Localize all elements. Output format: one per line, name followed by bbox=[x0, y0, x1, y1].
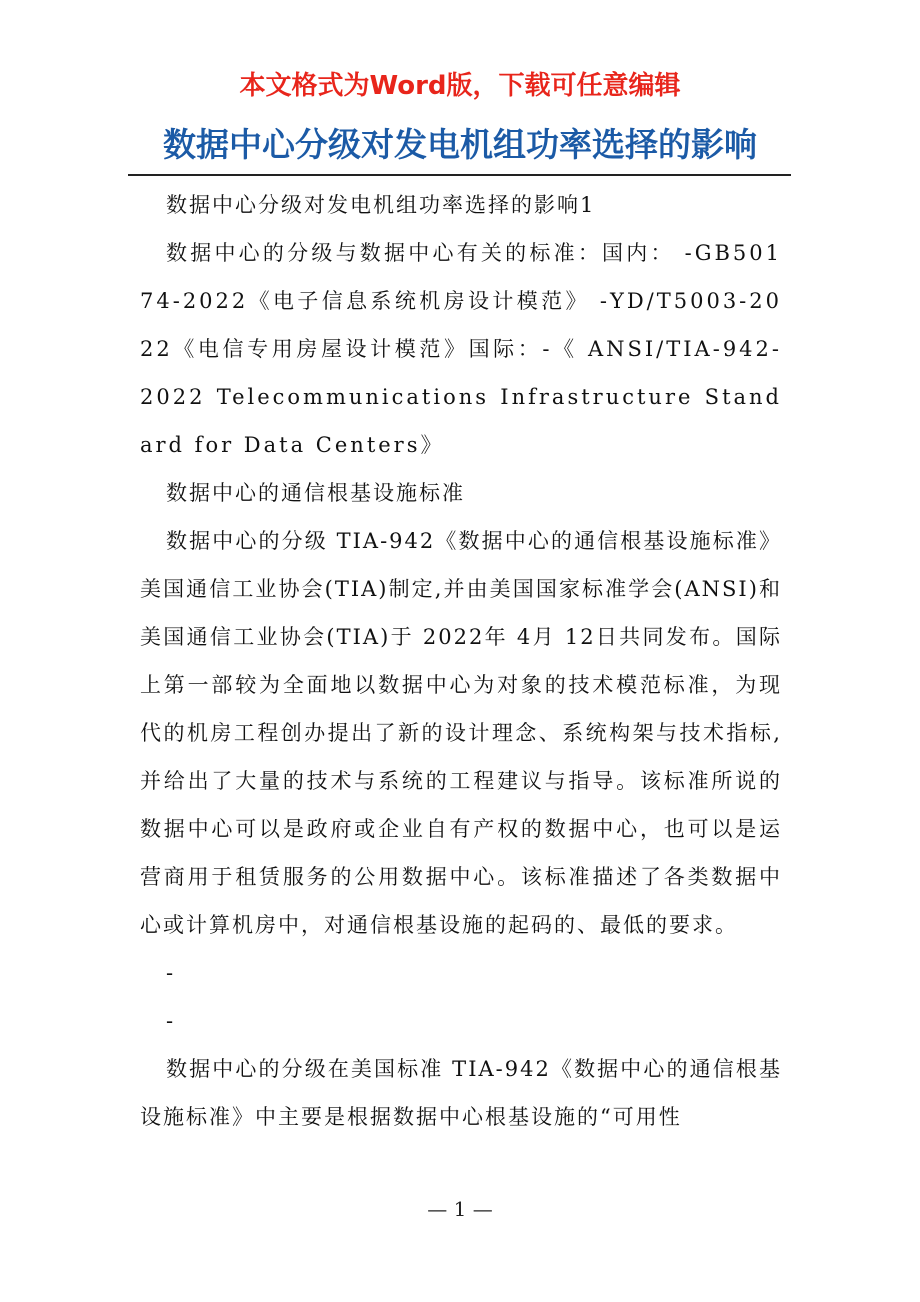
page-number: — 1 — bbox=[427, 1197, 493, 1221]
dash-line: - bbox=[166, 961, 174, 985]
paragraph-tia942: 数据中心的分级 TIA-942《数据中心的通信根基设施标准》美国通信工业协会(TIA)制定,并由美国国家标准学会(ANSI)和美国通信工业协会(TIA)于 2022年 4月 12日共同发布。国际上第一部较为全面地以数据中心为对象的技术模范标准，为现代的机房工程创办提出了新的设计理念、系统构架与技术指标,并给出了大量的技术与系统的工程建议与指导。该标准所说的数据中心可以是政府或企业自有产权的数据中心，也可以是运营商用于租赁服务的公用数据中心。该标准描述了各类数据中心或计算机房中，对通信根基设施的起码的、最低的要求。 bbox=[140, 529, 782, 937]
document-title: 数据中心分级对发电机组功率选择的影响 bbox=[163, 125, 757, 164]
document-body bbox=[140, 181, 782, 1141]
paragraph-standards: 数据中心的分级与数据中心有关的标准：国内： -GB50174-2022《电子信息系统机房设计模范》 -YD/T5003-2022《电信专用房屋设计模范》国际：-《 ANSI/TIA-942-2022 Telecommunications Infrastructure Standard for Data Centers》 bbox=[140, 241, 782, 457]
paragraph-classification: 数据中心的分级在美国标准 TIA-942《数据中心的通信根基设施标准》中主要是根据数据中心根基设施的“可用性 bbox=[140, 1057, 782, 1129]
paragraph-subheading: 数据中心的通信根基设施标准 bbox=[166, 481, 465, 505]
download-notice: 本文格式为Word版，下载可任意编辑 bbox=[239, 71, 681, 101]
paragraph-heading: 数据中心分级对发电机组功率选择的影响1 bbox=[166, 193, 596, 217]
dash-line: - bbox=[166, 1009, 174, 1033]
title-divider bbox=[128, 174, 791, 176]
